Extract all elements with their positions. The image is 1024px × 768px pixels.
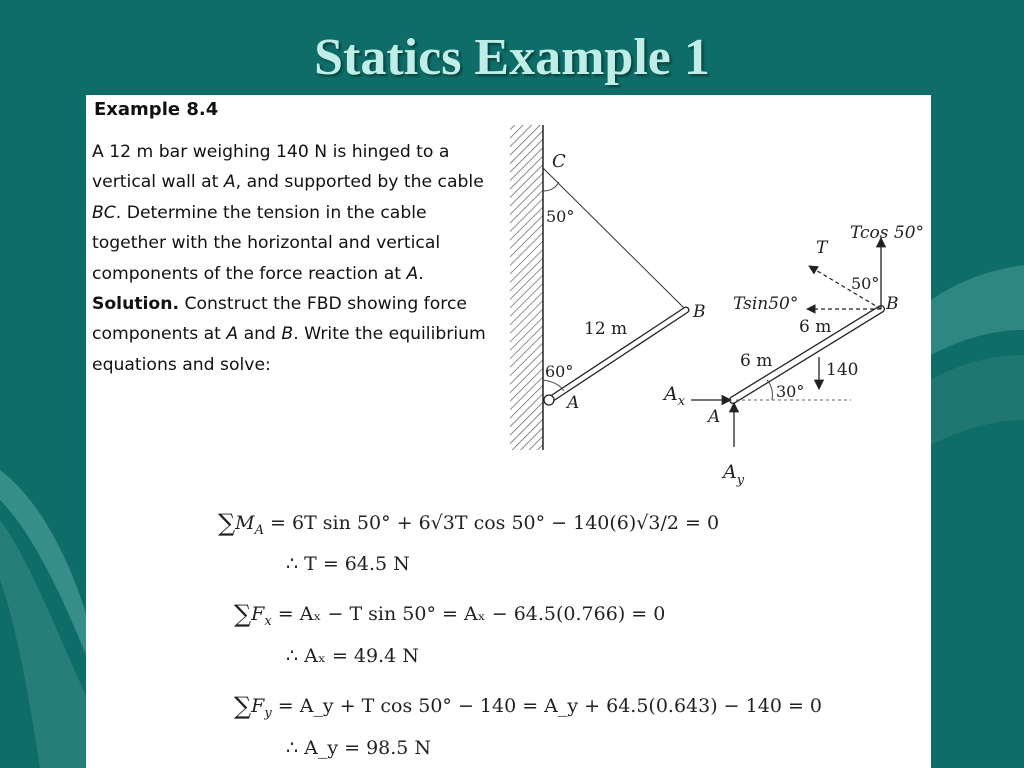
problem-part-4: . [418,263,424,284]
content-panel [86,95,931,768]
label-point-c: C [552,151,566,172]
eq-moment-rhs: = 6T sin 50° + 6√3T cos 50° − 140(6)√3/2 = 0 [270,512,720,534]
slide-title: Statics Example 1 [314,29,710,86]
label-point-a: A [567,393,580,413]
label-ay [721,461,745,488]
label-tension: T [816,238,828,258]
label-weight: 140 [826,360,859,380]
fbd-figure [662,223,924,488]
eq-moment-subscript: A [254,522,264,538]
solution-part-1: Construct the FBD showing force components at [92,294,467,345]
solution-label: Solution. [92,294,179,315]
result-ax: ∴ Aₓ = 49.4 N [286,645,419,667]
problem-var-a-2: A [406,263,419,284]
angle-arc-c [543,182,559,191]
problem-part-2: , and supported by the cable [235,172,484,193]
eq-fy-subscript: y [264,705,272,721]
label-point-b: B [693,302,706,322]
label-ax-symbol: A [664,383,678,405]
solution-var-b: B [281,324,294,345]
eq-fy-rhs: = A_y + T cos 50° − 140 = A_y + 64.5(0.643) − 140 = 0 [277,695,822,717]
eq-fx-rhs: = Aₓ − T sin 50° = Aₓ − 64.5(0.766) = 0 [277,603,666,625]
label-angle-bar: 30° [776,382,805,401]
problem-var-bc: BC [92,202,116,223]
label-ay-symbol: A [723,461,737,483]
eq-fy-symbol: F [251,695,265,717]
label-segment-lower: 6 m [740,351,773,371]
figure-diagrams [86,95,931,768]
equation-fy: $\sum F_y$ = A_y + T cos 50° − 140 = A_y + 64.5(0.643) − 140 = 0 [234,692,822,721]
solution-part-2: and [238,324,282,345]
equation-moment: $\sum M_A = 6T$ sin 50° + 6√3T cos 50° − 140(6)√3/2 = 0 [218,509,720,538]
label-fbd-point-a: A [708,407,721,427]
eq-moment-symbol: M [235,512,255,534]
eq-fx-subscript: x [264,613,272,629]
label-angle-a: 60° [545,362,574,381]
hinge-a [544,395,554,405]
label-angle-t: 50° [851,274,880,293]
label-tsin: Tsin50° [733,294,799,314]
label-tcos: Tcos 50° [850,223,925,243]
result-tension: ∴ T = 64.5 N [286,553,410,575]
solution-part-3: . Write the equilibrium equations and solve: [92,324,486,375]
problem-var-a: A [223,172,236,193]
label-segment-upper: 6 m [799,317,832,337]
problem-part-3: . Determine the tension in the cable together with the horizontal and vertical components of the force reaction at [92,202,441,284]
equation-fx: $\sum F_x = A_x - T$ sin 50° = Aₓ − 64.5(0.766) = 0 [234,600,666,629]
label-angle-c: 50° [546,207,575,226]
example-heading: Example 8.4 [94,99,219,120]
label-ay-subscript: y [736,473,745,488]
label-fbd-point-b: B [886,294,899,314]
label-ax-subscript: x [677,394,686,409]
result-ay: ∴ A_y = 98.5 N [286,737,432,759]
wall-hatching [510,125,543,450]
cable-bc [543,168,686,310]
solution-var-a: A [226,324,239,345]
label-ax [662,383,686,409]
label-bar-length: 12 m [584,319,628,339]
problem-part-1: A 12 m bar weighing 140 N is hinged to a vertical wall at [92,142,450,193]
eq-fx-symbol: F [251,603,265,625]
